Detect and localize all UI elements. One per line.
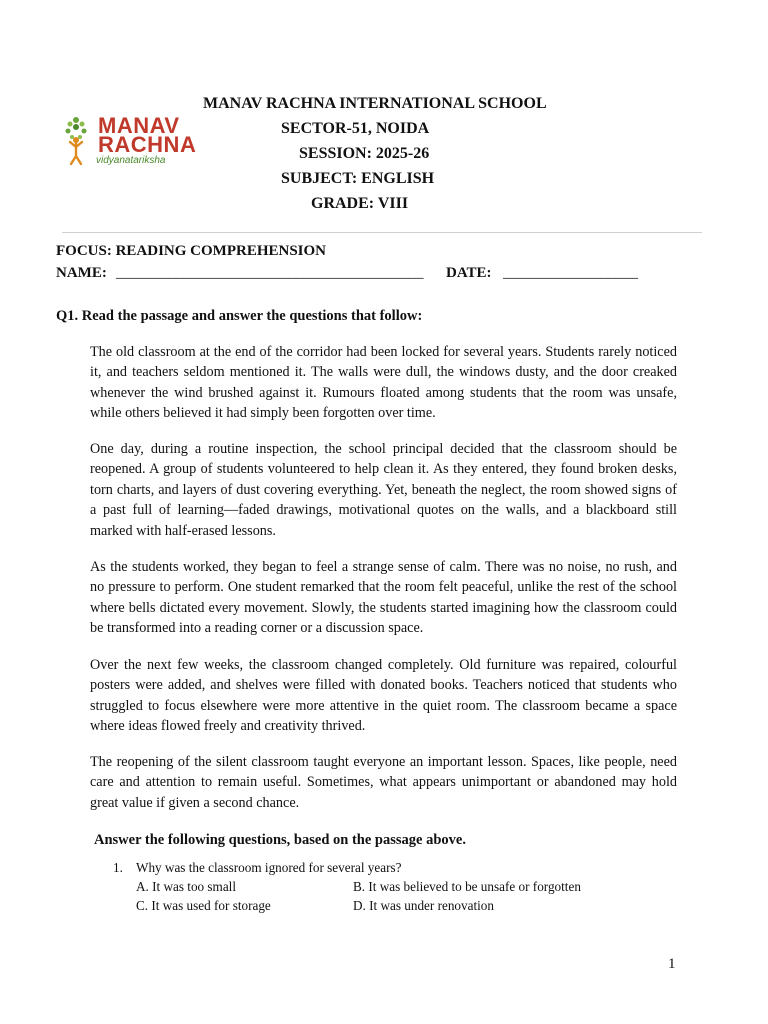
answer-heading: Answer the following questions, based on the passage above. (94, 832, 466, 848)
name-field[interactable]: _________________________________________ (116, 265, 424, 281)
option-c[interactable]: C. It was used for storage (136, 898, 271, 913)
logo-tree-icon (66, 117, 87, 164)
date-field[interactable]: __________________ (503, 265, 638, 281)
school-sector: SECTOR-51, NOIDA (281, 120, 430, 137)
passage-paragraph: The old classroom at the end of the corridor had been locked for several years. Students rarely noticed it, and teachers seldom mentioned it. The walls were dull, the windows dusty, and the door creaked whenever the wind brushed against it. Rumours floated among students that the room was unsafe, while others believed it had simply been forgotten over time. (90, 344, 677, 422)
logo-wordmark-line2: RACHNA (98, 132, 197, 157)
logo-wordmark-line1: MANAV (98, 113, 180, 138)
focus-label: FOCUS: READING COMPREHENSION (56, 243, 327, 259)
session: SESSION: 2025-26 (299, 145, 430, 162)
school-name: MANAV RACHNA INTERNATIONAL SCHOOL (203, 95, 547, 112)
option-d[interactable]: D. It was under renovation (353, 898, 494, 913)
passage-paragraph: One day, during a routine inspection, the school principal decided that the classroom should be reopened. A group of students volunteered to help clean it. As they entered, they found broken desks, torn charts, and layers of dust covering everything. Yet, beneath the neglect, the room showed signs of a past full of learning—faded drawings, motivational quotes on the walls, and a blackboard still marked with half-erased lessons. (90, 441, 677, 539)
date-label: DATE: (446, 265, 492, 281)
subject: SUBJECT: ENGLISH (281, 170, 435, 187)
name-label: NAME: (56, 265, 107, 281)
passage-paragraph: Over the next few weeks, the classroom changed completely. Old furniture was repaired, colourful posters were added, and shelves were filled with donated books. Teachers noticed that students who struggled to focus elsewhere were more attentive in the quiet room. The classroom became a space where ideas flowed freely and creativity thrived. (90, 657, 677, 735)
passage-paragraph: The reopening of the silent classroom taught everyone an important lesson. Spaces, like people, need care and attention to remain useful. Sometimes, what appears unimportant or abandoned may hold great value if given a second chance. (90, 754, 677, 811)
question-heading: Q1. Read the passage and answer the questions that follow: (56, 308, 423, 324)
page-number: 1 (668, 956, 676, 972)
grade: GRADE: VIII (311, 195, 409, 212)
header-divider (62, 232, 702, 233)
passage-paragraph: As the students worked, they began to feel a strange sense of calm. There was no noise, no rush, and no pressure to perform. One student remarked that the room felt peaceful, unlike the rest of the school where bells dictated every movement. Slowly, the students started imagining how the classroom could be transformed into a reading corner or a discussion space. (90, 559, 677, 637)
question-number: 1. (113, 860, 123, 875)
option-a[interactable]: A. It was too small (136, 879, 236, 894)
question-text: Why was the classroom ignored for several years? (136, 860, 402, 875)
logo-tagline: vidyanatariksha (96, 155, 166, 166)
option-b[interactable]: B. It was believed to be unsafe or forgotten (353, 879, 581, 894)
